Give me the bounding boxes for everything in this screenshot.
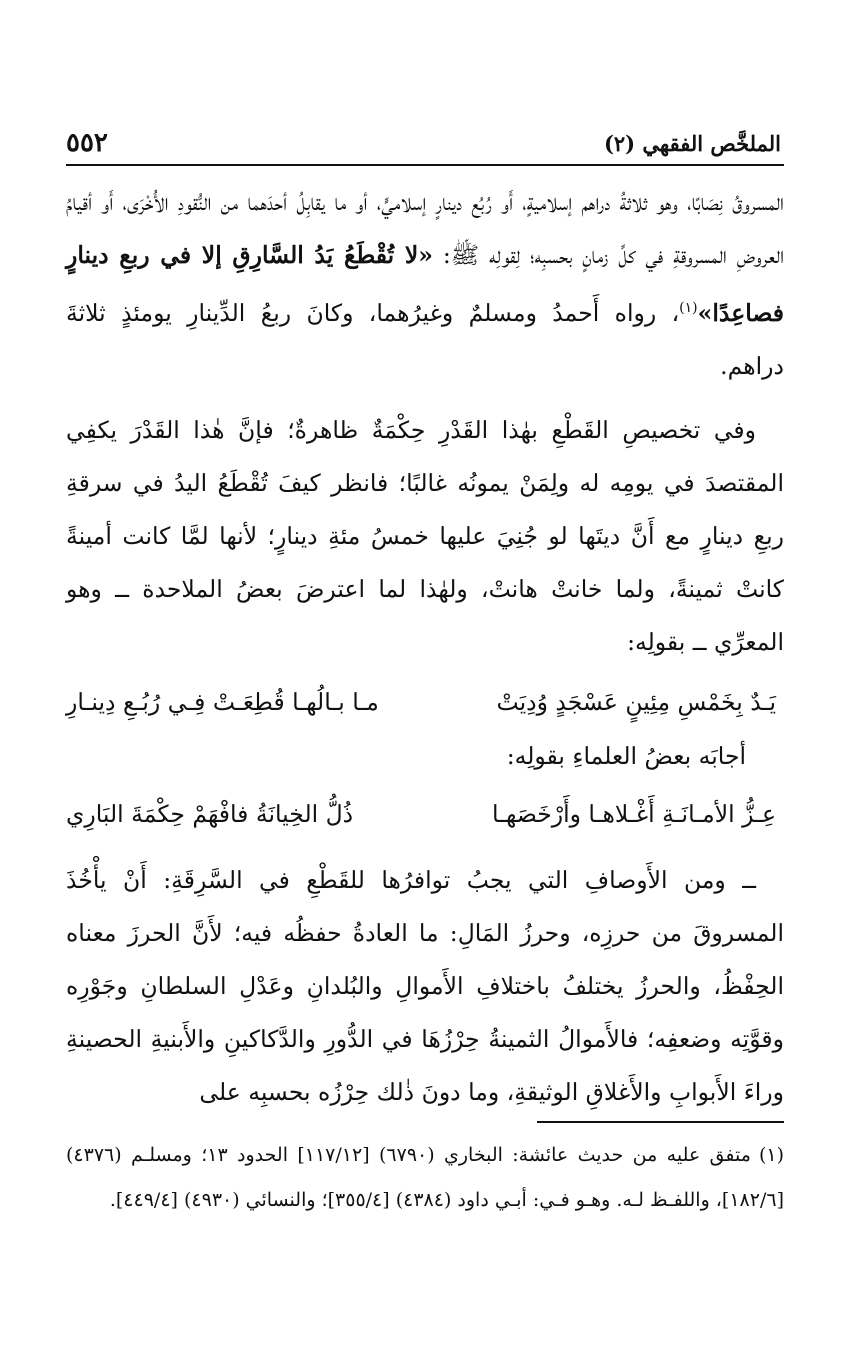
verse-1-first-hemistich: يَـدٌ بِخَمْسِ مِئِينٍ عَسْجَدٍ وُدِيَتْ <box>496 687 776 716</box>
footnote-divider <box>537 1121 784 1123</box>
page-header <box>66 125 781 161</box>
poem-verse-2 <box>66 785 784 843</box>
footnote-number: (١) <box>758 1144 784 1166</box>
paragraph-3: ــ ومن الأَوصافِ التي يجبُ توافرُها للقَطْعِ في السَّرِقَةِ: أَنْ يأْخُذَ المسروقَ من حرزِه، وحرزُ المَالِ: ما العادةُ حفظُه فيه؛ لأَنَّ الحرزَ معناه الحِفْظُ، والحرزُ يختلفُ باختلافِ الأَموالِ والبُلدانِ وعَدْلِ السلطانِ وجَوْرِه وقوَّتِه وضعفِه؛ فالأَموالُ الثمينةُ حِرْزُهَا في الدُّورِ والدَّكاكينِ والأَبنيةِ الحصينةِ وراءَ الأَبوابِ والأَغلاقِ الوثيقةِ، وما دونَ ذٰلك حِرْزُه بحسبِه على <box>66 865 784 1106</box>
paragraph-1-start: المسروقُ نِصَابًا، وهو ثلاثةُ دراهم إسلاميةٍ، أَو رُبُع دينارٍ إسلاميٍّ، أو ما يقابِلُ أحدَهما من النُّقودِ الأُخْرَى، أَو أقيامُ العروضِ المسروقةِ في كلِّ زمانٍ بحسبِه؛ لِقولِه ﷺ: <box>66 188 785 269</box>
header-divider <box>66 164 784 166</box>
verse-1-second-hemistich: مـا بـالُهـا قُطِعَـتْ فِـي رُبُـعِ دِينـارِ <box>66 687 379 716</box>
reply-intro: أجابَه بعضُ العلماءِ بقولِه: <box>506 741 746 770</box>
hadith-quote: «لا تُقْطَعُ يَدُ السَّارِقِ إلا في ربعِ دينارٍ فصاعِدًا» <box>66 241 784 327</box>
footnote-1 <box>66 1133 784 1223</box>
paragraph-1-end: ، رواه أَحمدُ ومسلمٌ وغيرُهما، وكانَ ربعُ الدِّينارِ يومئذٍ ثلاثةَ دراهم. <box>66 298 784 380</box>
running-title: الملخَّص الفقهي (٢) <box>603 130 781 156</box>
footnote-marker[interactable]: (١) <box>679 300 698 316</box>
footnotes <box>66 1133 784 1223</box>
footnote-text: متفق عليه من حديث عائشة: البخاري (٦٧٩٠) [١١٧/١٢] الحدود ١٣؛ ومسلـم (٤٣٧٦) [١٨٢/٦]، واللفـظ لـه. وهـو فـي: أبـي داود (٤٣٨٤) [٣٥٥/٤]؛ والنسائي (٤٩٣٠) [٤٤٩/٤]. <box>66 1144 784 1211</box>
page-number: ٥٥٢ <box>66 128 108 158</box>
paragraph-2: وفي تخصيصِ القَطْعِ بهٰذا القَدْرِ حِكْمَةٌ ظاهرةٌ؛ فإنَّ هٰذا القَدْرَ يكفِي المقتصدَ في يومِه له ولِمَنْ يمونُه غالبًا؛ فانظر كيفَ تُقْطَعُ اليدُ في سرقةِ ربعِ دينارٍ مع أَنَّ ديتَها لو جُنِيَ عليها خمسُ مئةِ دينارٍ؛ لأنها لمَّا كانت أمينةً كانتْ ثمينةً، ولما خانتْ هانتْ، ولهٰذا لما اعترضَ بعضُ الملاحدة ــ وهو المعرِّي ــ بقولِه: <box>66 415 784 656</box>
poem-verse-1 <box>66 673 784 731</box>
main-text <box>66 176 784 1119</box>
verse-2-second-hemistich: ذُلُّ الخِيانَةُ فافْهَمْ حِكْمَةَ البَارِي <box>66 799 354 828</box>
verse-2-first-hemistich: عِـزُّ الأمـانَـةِ أَغْـلاهـا وأَرْخَصَهـا <box>491 799 776 828</box>
paragraph-1 <box>66 176 784 393</box>
